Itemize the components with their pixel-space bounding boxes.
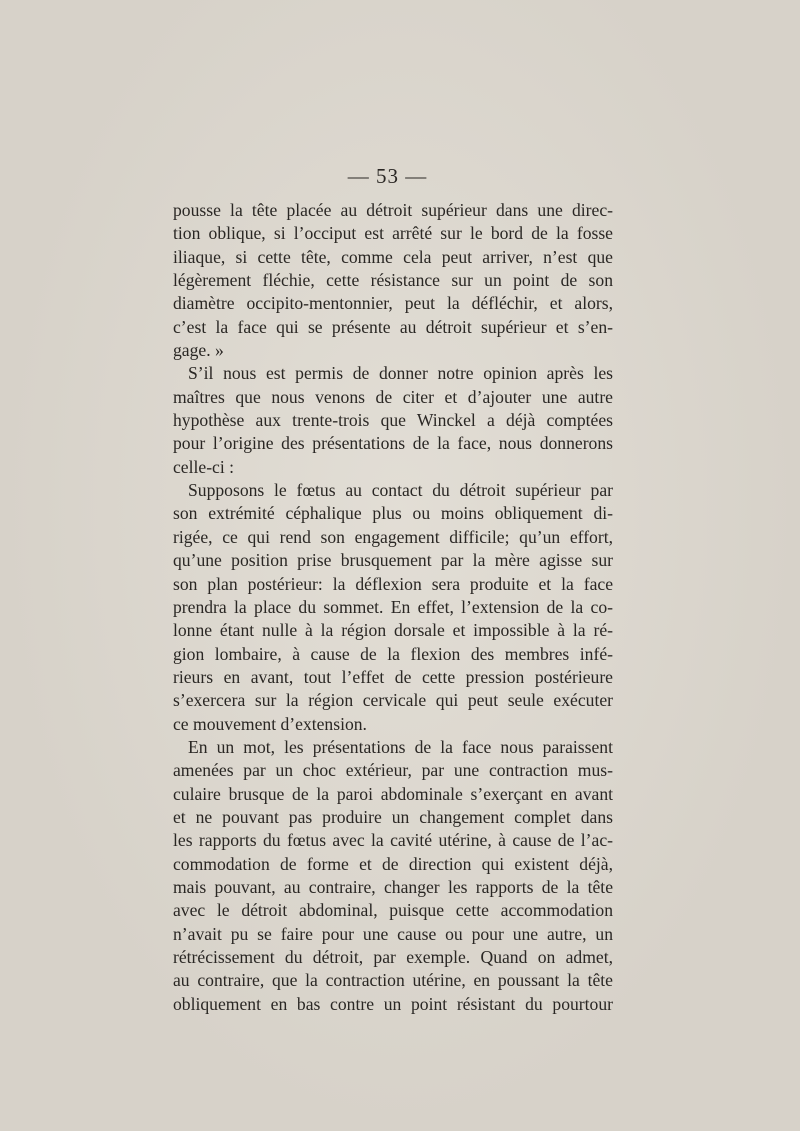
text-line: tion oblique, si l’occiput est arrêté sur le bord de la fosse [173,223,613,244]
page-number: — 53 — [347,164,428,188]
text-line: Supposons le fœtus au contact du détroit supérieur par [188,480,613,501]
text-line: culaire brusque de la paroi abdominale s’exerçant en avant [173,783,613,804]
text-line: En un mot, les présentations de la face nous paraissent [188,736,613,757]
text-line: qu’une position prise brusquement par la mère agisse sur [173,550,613,571]
text-line: rétrécissement du détroit, par exemple. Quand on admet, [173,947,613,967]
text-line: au contraire, que la contraction utérine, en poussant la tête [173,970,613,991]
text-line: lonne étant nulle à la région dorsale et impossible à la ré- [173,620,613,641]
text-line: obliquement en bas contre un point résistant du pourtour [173,993,613,1014]
text-line: pousse la tête placée au détroit supérieur dans une direc- [173,200,613,220]
text-line: rigée, ce qui rend son engagement difficile; qu’un effort, [173,526,613,547]
text-line: son plan postérieur: la déflexion sera produite et la face [173,573,613,594]
text-line: commodation de forme et de direction qui existent déjà, [173,853,613,874]
text-line: iliaque, si cette tête, comme cela peut arriver, n’est que [173,246,613,267]
text-line: S’il nous est permis de donner notre opinion après les [188,363,613,384]
text-line: gion lombaire, à cause de la flexion des membres infé- [173,643,613,664]
text-line: légèrement fléchie, cette résistance sur un point de son [173,270,613,291]
text-line: n’avait pu se faire pour une cause ou pour une autre, un [173,923,613,944]
text-line: pour l’origine des présentations de la face, nous donnerons [173,433,613,454]
text-line: amenées par un choc extérieur, par une contraction mus- [173,760,613,781]
text-line: son extrémité céphalique plus ou moins obliquement di- [173,503,613,524]
text-line: c’est la face qui se présente au détroit supérieur et s’en- [173,316,613,337]
body-text [173,199,613,1016]
text-line: mais pouvant, au contraire, changer les rapports de la tête [173,876,613,897]
text-line: ce mouvement d’extension. [173,713,367,734]
text-line: s’exercera sur la région cervicale qui peut seule exécuter [173,690,613,711]
text-line: et ne pouvant pas produire un changement complet dans [173,806,613,827]
text-line: diamètre occipito-mentonnier, peut la défléchir, et alors, [173,293,613,314]
text-line: maîtres que nous venons de citer et d’ajouter une autre [173,386,613,407]
text-line: prendra la place du sommet. En effet, l’extension de la co- [173,596,613,617]
text-line: avec le détroit abdominal, puisque cette accommodation [173,900,613,921]
text-line: hypothèse aux trente-trois que Winckel a déjà comptées [173,410,613,431]
text-line: celle-ci : [173,456,235,477]
text-line: rieurs en avant, tout l’effet de cette pression postérieure [173,666,613,687]
text-line: gage. » [173,340,224,361]
text-line: les rapports du fœtus avec la cavité utérine, à cause de l’ac- [173,830,613,851]
